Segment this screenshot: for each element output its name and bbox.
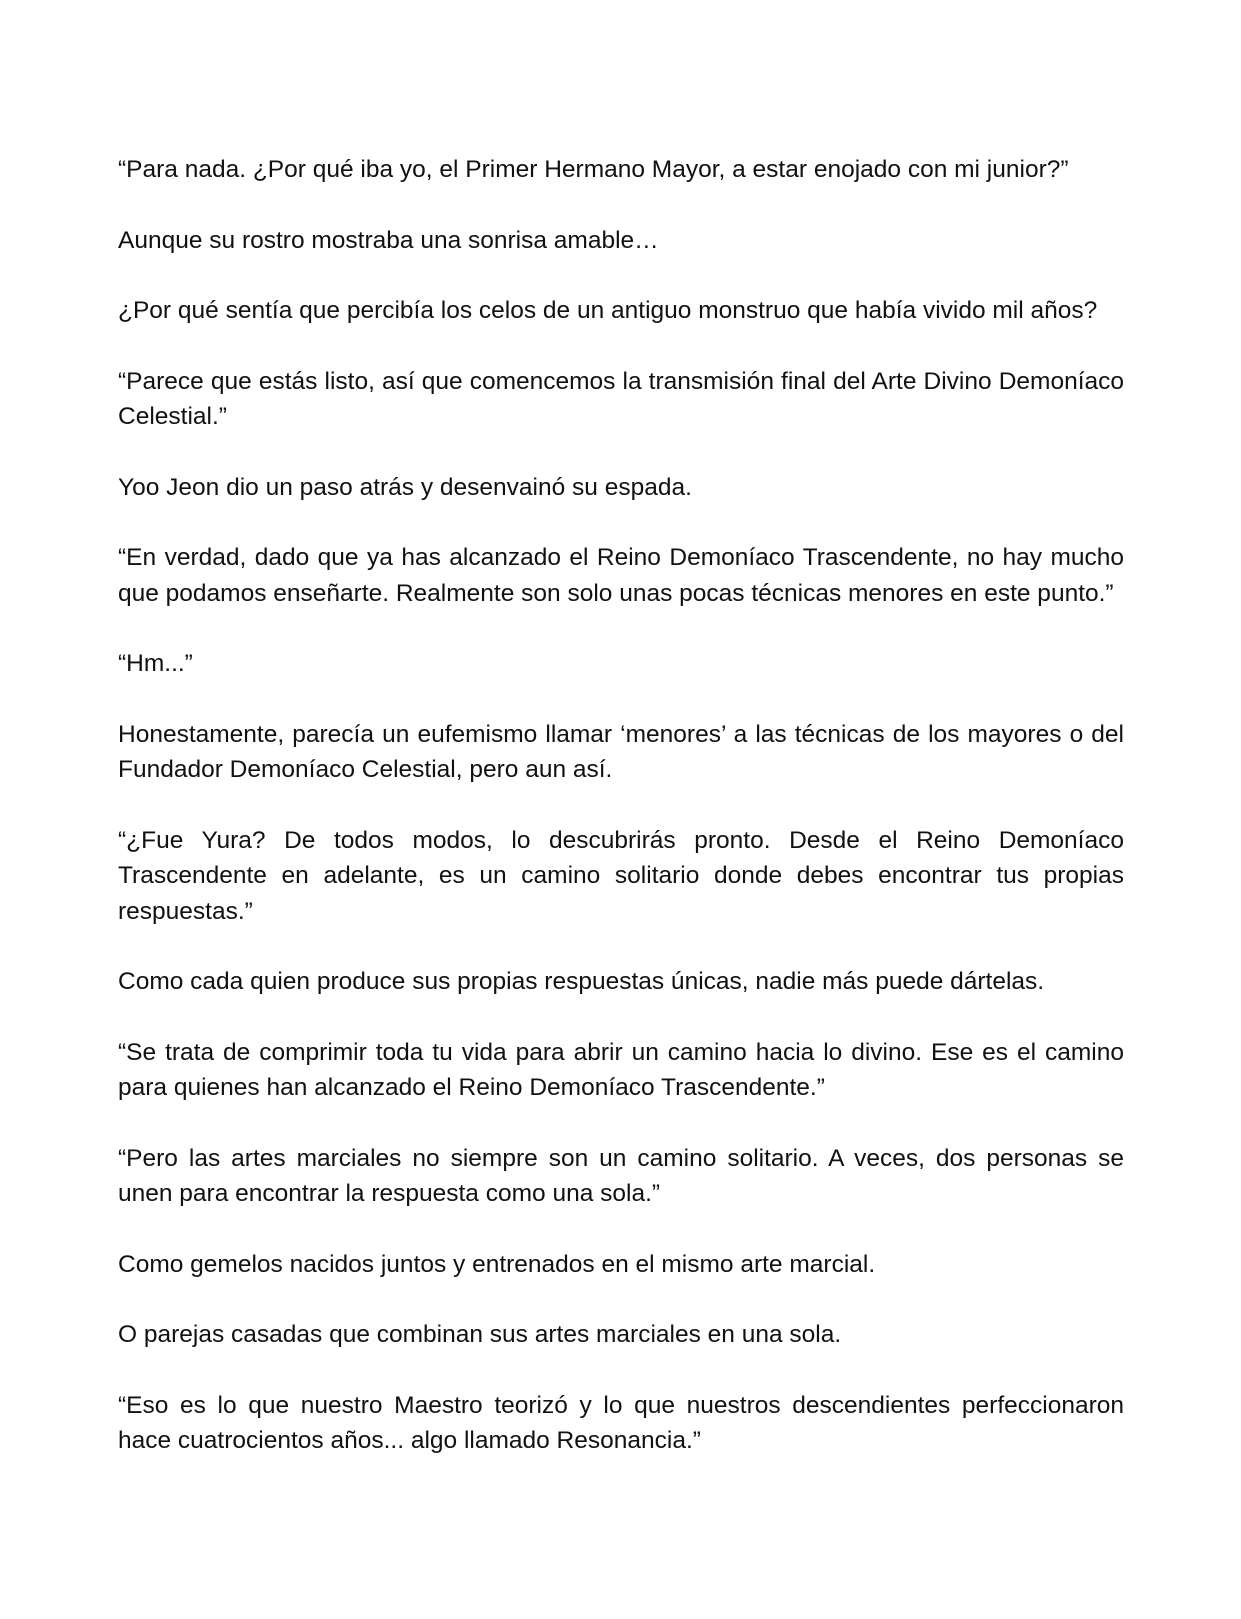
paragraph: Como cada quien produce sus propias respuestas únicas, nadie más puede dártelas.	[118, 968, 1045, 995]
paragraph: “Eso es lo que nuestro Maestro teorizó y lo que nuestros descendientes perfeccionaron hace cuatrocientos años... algo llamado Resonancia.”	[118, 1391, 1124, 1454]
paragraph: O parejas casadas que combinan sus artes marciales en una sola.	[118, 1321, 842, 1348]
paragraph: “Parece que estás listo, así que comencemos la transmisión final del Arte Divino Demoníaco Celestial.”	[118, 367, 1124, 430]
paragraph: Aunque su rostro mostraba una sonrisa amable…	[118, 226, 659, 254]
paragraph: “Se trata de comprimir toda tu vida para abrir un camino hacia lo divino. Ese es el camino para quienes han alcanzado el Reino Demoníaco Trascendente.”	[118, 1038, 1124, 1101]
document-page	[118, 152, 1124, 1494]
paragraph: “Para nada. ¿Por qué iba yo, el Primer Hermano Mayor, a estar enojado con mi junior?”	[118, 156, 1069, 183]
paragraph: Como gemelos nacidos juntos y entrenados en el mismo arte marcial.	[118, 1250, 876, 1278]
paragraph: “Pero las artes marciales no siempre son un camino solitario. A veces, dos personas se unen para encontrar la respuesta como una sola.”	[118, 1144, 1124, 1207]
paragraph: “¿Fue Yura? De todos modos, lo descubrirás pronto. Desde el Reino Demoníaco Trascendente en adelante, es un camino solitario donde debes encontrar tus propias respuestas.”	[118, 826, 1124, 925]
paragraph: Honestamente, parecía un eufemismo llamar ‘menores’ a las técnicas de los mayores o del Fundador Demoníaco Celestial, pero aun así.	[118, 720, 1124, 783]
paragraph: “En verdad, dado que ya has alcanzado el Reino Demoníaco Trascendente, no hay mucho que podamos enseñarte. Realmente son solo unas pocas técnicas menores en este punto.”	[118, 544, 1124, 607]
paragraph: ¿Por qué sentía que percibía los celos de un antiguo monstruo que había vivido mil años?	[118, 297, 1098, 324]
paragraph: “Hm...”	[118, 650, 193, 677]
paragraph: Yoo Jeon dio un paso atrás y desenvainó su espada.	[118, 473, 692, 501]
